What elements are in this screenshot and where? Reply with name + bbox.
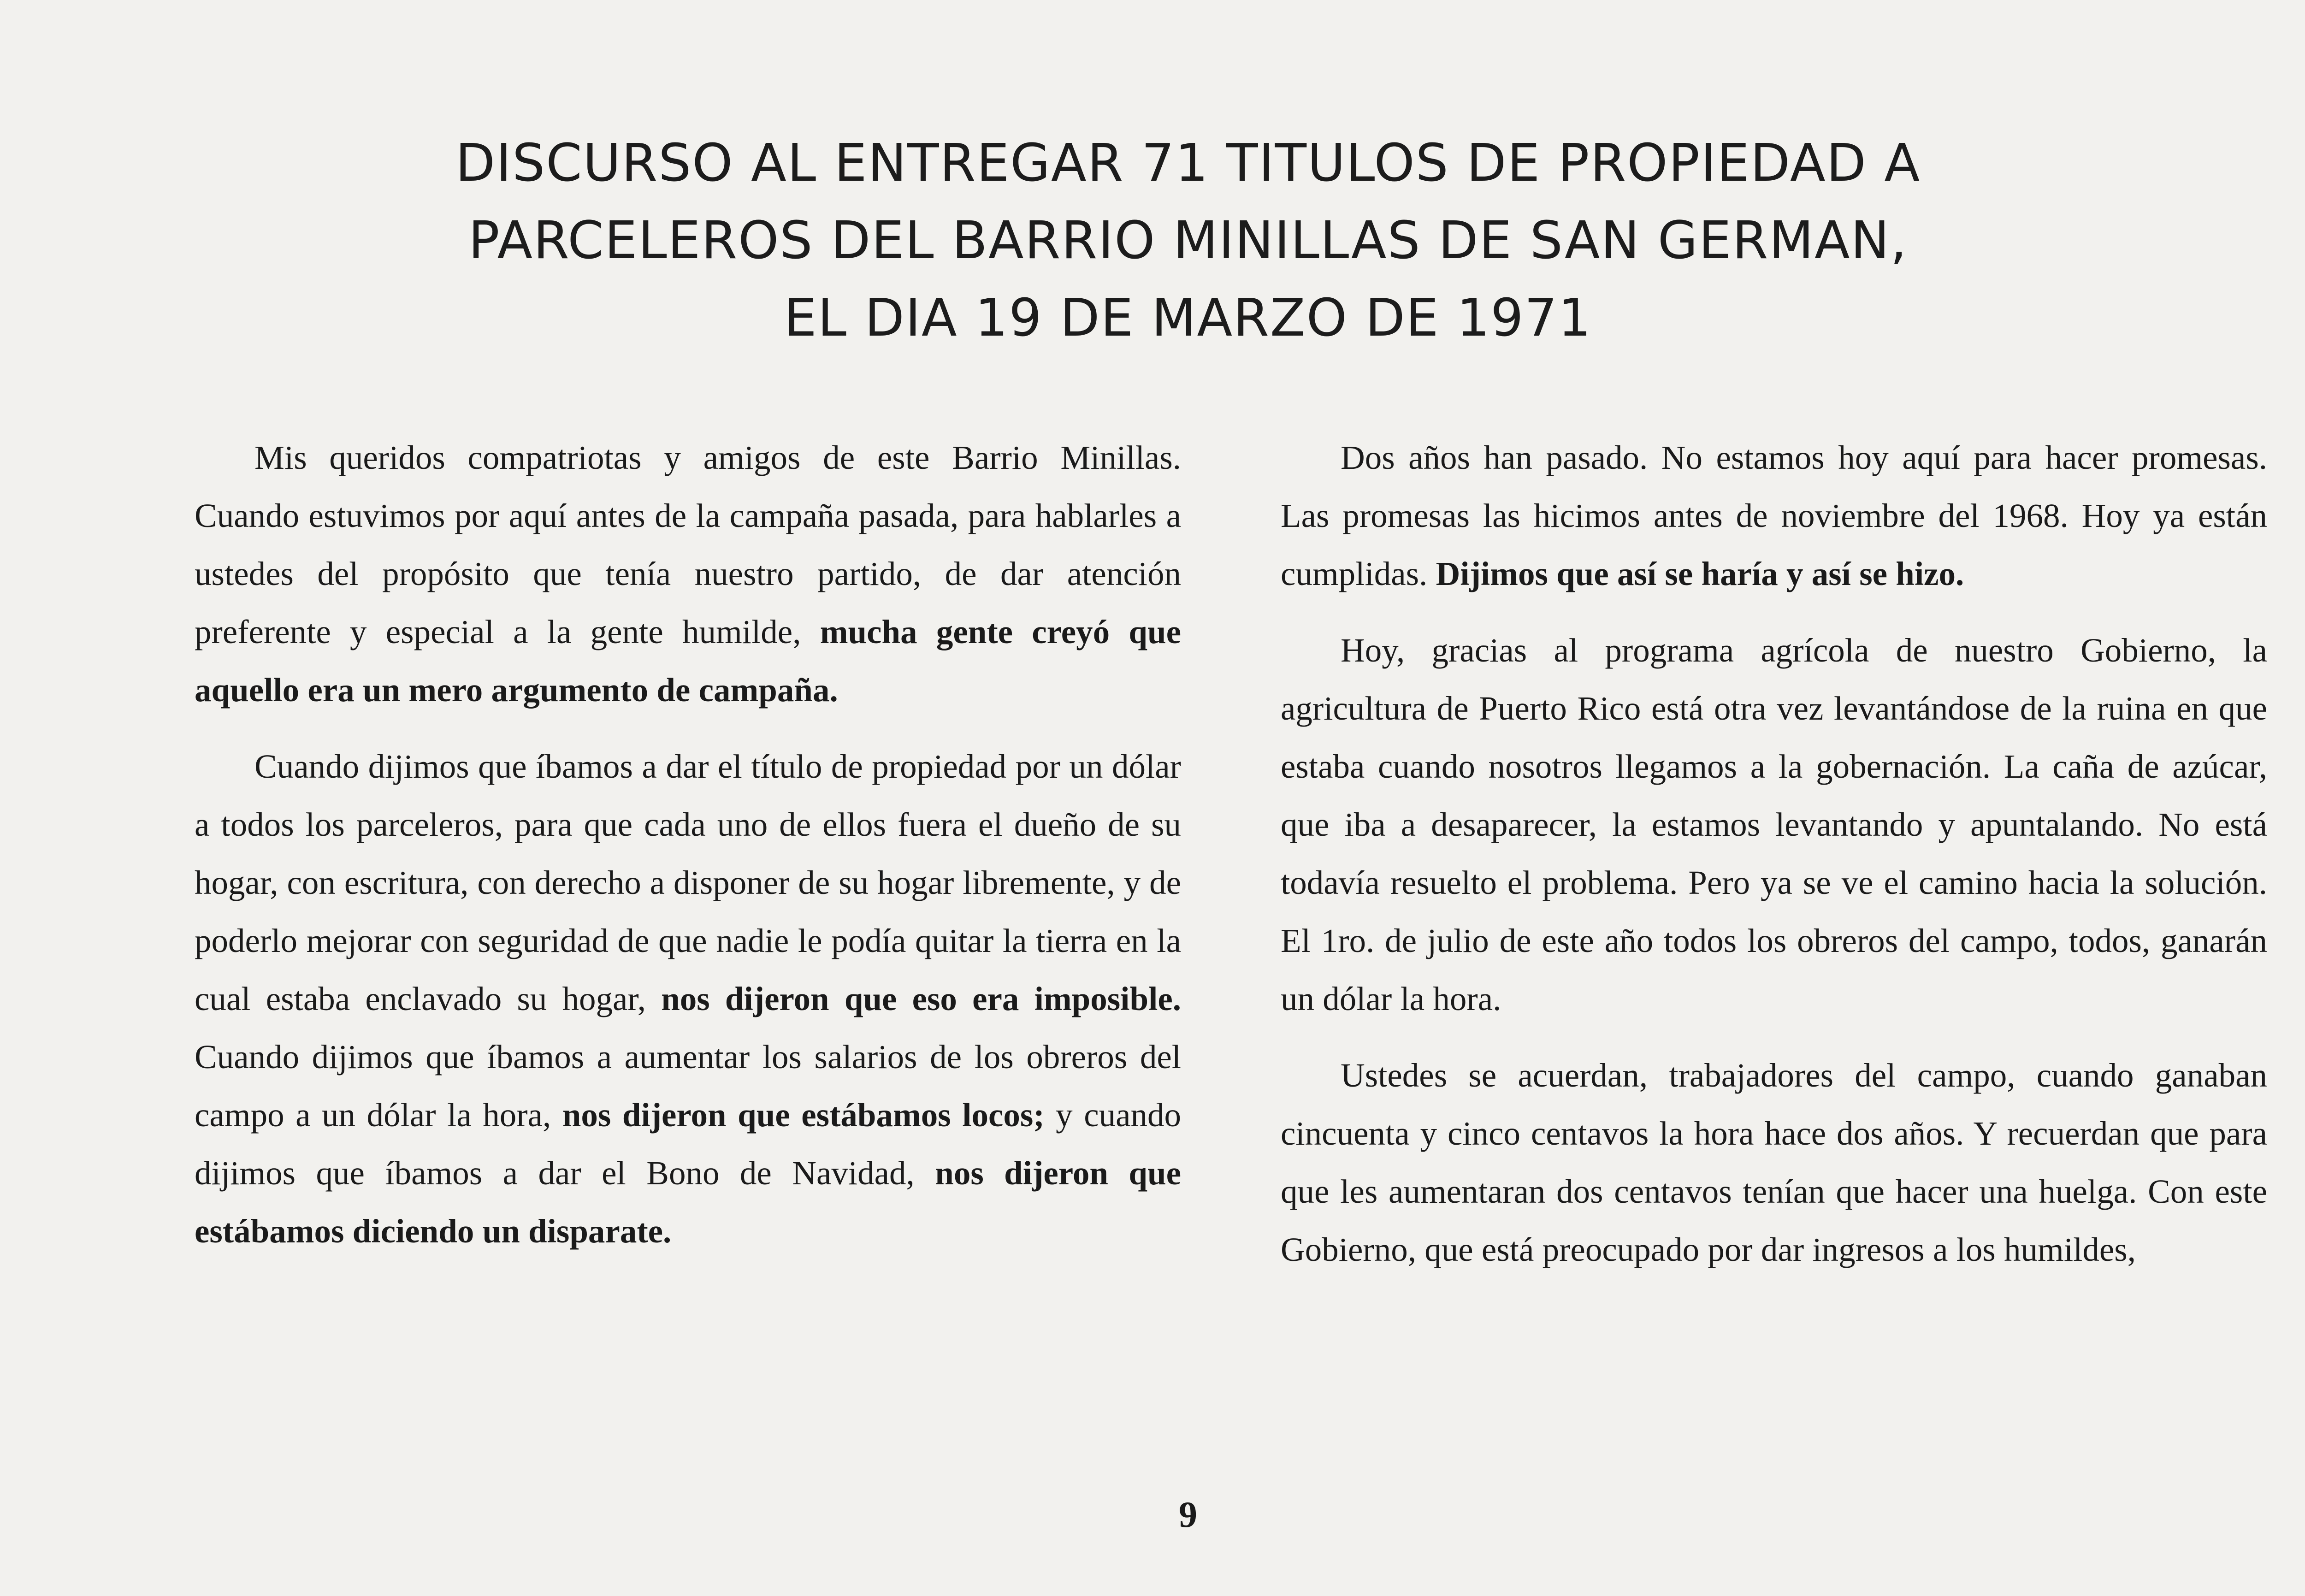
- paragraph: [195, 738, 1181, 1260]
- right-column: [1281, 429, 2267, 1297]
- left-column: [195, 429, 1181, 1279]
- paragraph-text: Cuando dijimos que íbamos a dar el título de propiedad por un dólar a todos los parceleros, para que cada uno de ellos fuera el dueño de su hogar, con escritura, con derecho a disponer de su hogar libremente, y de poderlo mejorar con seguridad de que nadie le podía quitar la tierra en la cual estaba enclavado su hogar,: [195, 748, 1181, 1017]
- bold-phrase: mucha gente creyó que aquello era un mero argumento de campaña.: [195, 613, 1181, 709]
- page-number: 9: [1179, 1495, 1197, 1535]
- title-line-1: DISCURSO AL ENTREGAR 71 TITULOS DE PROPIEDAD A: [455, 133, 1921, 193]
- bold-phrase: nos dijeron que eso era imposible.: [661, 980, 1181, 1017]
- bold-phrase: nos dijeron que estábamos diciendo un disparate.: [195, 1154, 1181, 1250]
- paragraph-text: y cuando dijimos que íbamos a dar el Bono de Navidad,: [195, 1096, 1181, 1192]
- paragraph-text: Dos años han pasado. No estamos hoy aquí para hacer promesas. Las promesas las hicimos antes de noviembre del 1968. Hoy ya están cumplidas.: [1281, 439, 2267, 592]
- bold-phrase: Dijimos que así se haría y así se hizo.: [1436, 555, 1964, 592]
- paragraph-text: Mis queridos compatriotas y amigos de este Barrio Minillas. Cuando estuvimos por aquí antes de la campaña pasada, para hablarles a ustedes del propósito que tenía nuestro partido, de dar atención preferente y especial a la gente humilde,: [195, 439, 1181, 650]
- paragraph-text: Hoy, gracias al programa agrícola de nuestro Gobierno, la agricultura de Puerto Rico está otra vez levantándose de la ruina en que estaba cuando nosotros llegamos a la gobernación. La caña de azúcar, que iba a desaparecer, la estamos levantando y apuntalando. No está todavía resuelto el problema. Pero ya se ve el camino hacia la solución. El 1ro. de julio de este año todos los obreros del campo, todos, ganarán un dólar la hora.: [1281, 632, 2267, 1017]
- title-line-2: PARCELEROS DEL BARRIO MINILLAS DE SAN GERMAN,: [468, 211, 1908, 271]
- paragraph-text: Ustedes se acuerdan, trabajadores del campo, cuando ganaban cincuenta y cinco centavos la hora hace dos años. Y recuerdan que para que les aumentaran dos centavos tenían que hacer una huelga. Con este Gobierno, que está preocupado por dar ingresos a los humildes,: [1281, 1057, 2267, 1268]
- page-title: [0, 124, 2305, 357]
- paragraph: [1281, 621, 2267, 1028]
- title-line-3: EL DIA 19 DE MARZO DE 1971: [784, 288, 1592, 348]
- paragraph: [1281, 1046, 2267, 1279]
- paragraph-text: Cuando dijimos que íbamos a aumentar los salarios de los obreros del campo a un dólar la hora,: [195, 1038, 1181, 1134]
- paragraph: [1281, 429, 2267, 603]
- paragraph: [195, 429, 1181, 719]
- bold-phrase: nos dijeron que estábamos locos;: [562, 1096, 1045, 1134]
